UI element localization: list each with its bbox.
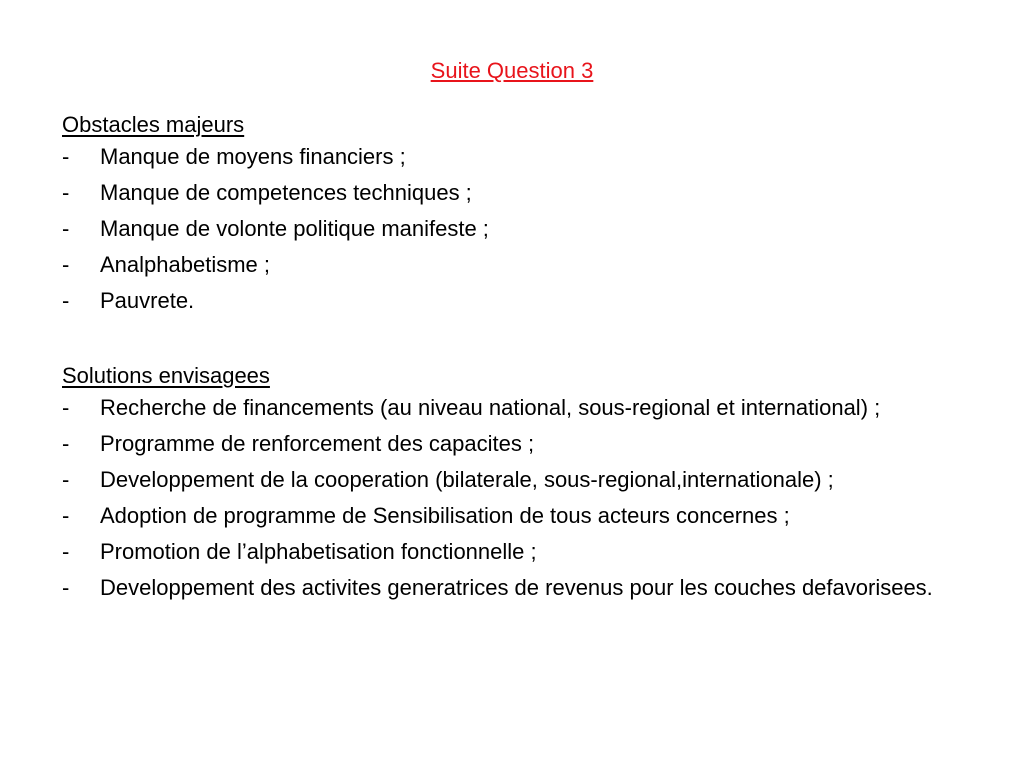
list-item-text: Pauvrete. <box>100 288 195 313</box>
list-item <box>62 465 962 494</box>
list-item <box>62 573 962 602</box>
bullet-dash: - <box>62 467 70 492</box>
bullet-dash: - <box>62 252 70 277</box>
bullet-dash: - <box>62 180 70 205</box>
section-solutions <box>62 359 962 602</box>
list-item <box>62 214 962 243</box>
bullet-dash: - <box>62 144 70 169</box>
list-item <box>62 250 962 279</box>
slide-content <box>62 108 962 609</box>
solutions-list <box>62 393 962 602</box>
slide-title: Suite Question 3 <box>430 58 594 83</box>
section-heading: Solutions envisagees <box>62 363 270 388</box>
section-obstacles <box>62 108 962 315</box>
bullet-dash: - <box>62 539 70 564</box>
list-item-text: Manque de competences techniques ; <box>100 180 472 205</box>
bullet-dash: - <box>62 216 70 241</box>
list-item <box>62 429 962 458</box>
obstacles-list <box>62 142 962 315</box>
list-item-text: Programme de renforcement des capacites ; <box>100 431 535 456</box>
list-item <box>62 393 962 422</box>
list-item <box>62 142 962 171</box>
list-item-text: Adoption de programme de Sensibilisation de tous acteurs concernes ; <box>100 503 790 528</box>
list-item-text: Manque de volonte politique manifeste ; <box>100 216 489 241</box>
list-item <box>62 501 962 530</box>
bullet-dash: - <box>62 395 70 420</box>
bullet-dash: - <box>62 288 70 313</box>
list-item <box>62 286 962 315</box>
list-item-text: Developpement des activites generatrices de revenus pour les couches defavorisees. <box>100 575 933 600</box>
list-item-text: Developpement de la cooperation (bilaterale, sous-regional,internationale) ; <box>100 467 834 492</box>
section-spacer <box>62 322 962 359</box>
bullet-dash: - <box>62 431 70 456</box>
list-item <box>62 537 962 566</box>
list-item-text: Analphabetisme ; <box>100 252 270 277</box>
list-item-text: Promotion de l’alphabetisation fonctionnelle ; <box>100 539 537 564</box>
bullet-dash: - <box>62 503 70 528</box>
bullet-dash: - <box>62 575 70 600</box>
section-heading: Obstacles majeurs <box>62 112 245 137</box>
list-item <box>62 178 962 207</box>
list-item-text: Manque de moyens financiers ; <box>100 144 406 169</box>
list-item-text: Recherche de financements (au niveau national, sous-regional et international) ; <box>100 395 881 420</box>
